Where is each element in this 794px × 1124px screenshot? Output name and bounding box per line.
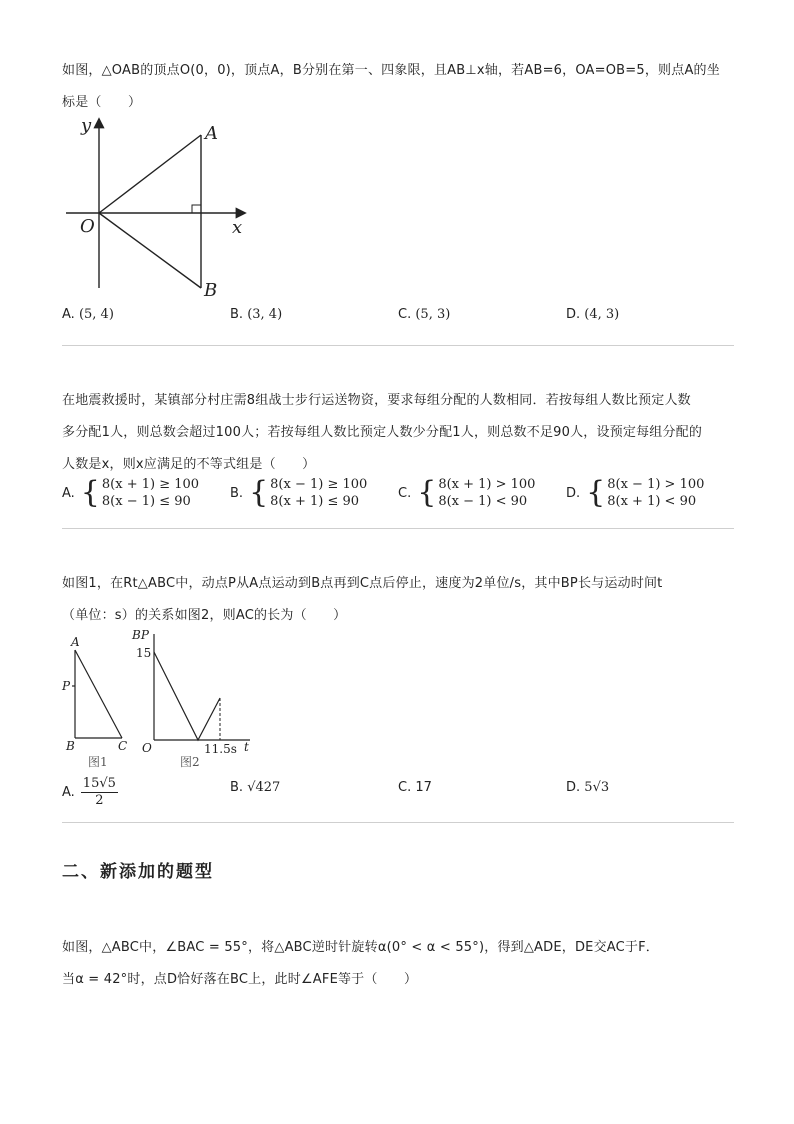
- option-label: D.: [566, 485, 581, 501]
- inequality-top: 8(x − 1) > 100: [607, 477, 705, 492]
- option-label: D.: [566, 307, 581, 322]
- brace-icon: {: [249, 475, 269, 510]
- q2-option-b[interactable]: [230, 476, 367, 510]
- fig1-label-b: B: [66, 739, 75, 753]
- q3-stem-line2: （单位：s）的关系如图2，则AC的长为（ ）: [62, 608, 347, 623]
- q3-option-d[interactable]: [566, 780, 609, 795]
- option-value: √427: [247, 780, 281, 795]
- option-label: C.: [398, 307, 412, 322]
- inequality-system: [607, 476, 704, 510]
- fig2-caption: 图2: [180, 755, 200, 769]
- fraction-numerator: 15√5: [82, 776, 116, 791]
- q3-figure1: [60, 630, 136, 770]
- inequality-bottom: 8(x − 1) < 90: [438, 494, 528, 509]
- fraction: [81, 776, 118, 809]
- fig1-side-ac: [75, 650, 122, 738]
- option-value: (5, 3): [415, 307, 451, 322]
- q2-stem-line2: 多分配1人，则总数会超过100人；若按每组人数比预定人数少分配1人，则总数不足90人，设预定每组分配的: [62, 425, 703, 440]
- option-label: B.: [230, 307, 244, 322]
- inequality-top: 8(x − 1) ≥ 100: [270, 477, 368, 492]
- fig1-caption: 图1: [88, 755, 108, 769]
- q1-label-o: O: [80, 216, 95, 237]
- q1-segment-oa: [99, 135, 201, 213]
- q3-figure2: [130, 628, 260, 770]
- q3-stem-line1: 如图1，在Rt△ABC中，动点P从A点运动到B点再到C点后停止，速度为2单位/s，其中BP长与运动时间t: [62, 576, 663, 591]
- option-value: (5, 4): [78, 307, 114, 322]
- q2-option-c[interactable]: [398, 476, 535, 510]
- q1-stem-line1: 如图，△OAB的顶点O(0，0)，顶点A，B分别在第一、四象限，且AB⊥x轴，若AB=6，OA=OB=5，则点A的坐: [62, 63, 720, 78]
- q1-option-d[interactable]: [566, 307, 619, 322]
- option-label: A.: [62, 307, 75, 322]
- option-label: C.: [398, 485, 412, 501]
- option-value: 5√3: [584, 780, 610, 795]
- q1-label-y: y: [81, 115, 92, 136]
- q4-stem-line1: 如图，△ABC中，∠BAC = 55°，将△ABC逆时针旋转α(0° < α < 55°)，得到△ADE，DE交AC于F．: [62, 940, 659, 955]
- section-title: 二、新添加的题型: [62, 862, 214, 882]
- option-label: A.: [62, 785, 75, 800]
- fig1-label-c: C: [118, 739, 128, 753]
- q1-option-a[interactable]: [62, 307, 114, 322]
- brace-icon: {: [80, 475, 100, 510]
- fraction-denominator: 2: [95, 793, 104, 808]
- inequality-bottom: 8(x + 1) < 90: [607, 494, 697, 509]
- q1-figure: [62, 112, 262, 302]
- option-value: (3, 4): [247, 307, 283, 322]
- fig2-bp-curve: [154, 652, 220, 740]
- option-label: A.: [62, 485, 75, 501]
- q2-stem-line1: 在地震救援时，某镇部分村庄需8组战士步行运送物资，要求每组分配的人数相同．若按每组人数比预定人数: [62, 393, 691, 408]
- inequality-system: [438, 476, 535, 510]
- divider: [62, 822, 734, 823]
- inequality-system: [270, 476, 367, 510]
- q3-option-b[interactable]: [230, 780, 280, 795]
- q1-option-b[interactable]: [230, 307, 282, 322]
- q2-option-d[interactable]: [566, 476, 704, 510]
- option-label: D.: [566, 780, 581, 795]
- fig1-label-a: A: [71, 635, 80, 649]
- q1-option-c[interactable]: [398, 307, 450, 322]
- inequality-top: 8(x + 1) > 100: [438, 477, 536, 492]
- divider: [62, 528, 734, 529]
- option-label: C.: [398, 780, 412, 795]
- inequality-bottom: 8(x + 1) ≤ 90: [270, 494, 360, 509]
- inequality-bottom: 8(x − 1) ≤ 90: [101, 494, 191, 509]
- q3-option-c[interactable]: [398, 780, 432, 795]
- q2-stem-line3: 人数是x，则x应满足的不等式组是（ ）: [62, 457, 316, 472]
- brace-icon: {: [417, 475, 437, 510]
- option-label: B.: [230, 780, 244, 795]
- fig2-y-tick: 15: [136, 646, 152, 660]
- q1-label-b: B: [204, 280, 218, 301]
- option-value: (4, 3): [584, 307, 620, 322]
- brace-icon: {: [586, 475, 606, 510]
- fig2-ylabel: BP: [132, 628, 149, 642]
- option-label: B.: [230, 485, 244, 501]
- q1-label-a: A: [205, 123, 218, 144]
- inequality-system: [102, 476, 199, 510]
- inequality-top: 8(x + 1) ≥ 100: [101, 477, 200, 492]
- q1-label-x: x: [232, 217, 243, 238]
- fig2-origin: O: [142, 741, 152, 755]
- divider: [62, 345, 734, 346]
- q3-option-a[interactable]: [62, 776, 118, 809]
- option-value: 17: [415, 780, 432, 795]
- q1-right-angle-mark: [192, 205, 201, 213]
- fig2-xlabel: t: [244, 740, 249, 754]
- q2-option-a[interactable]: [62, 476, 199, 510]
- fig1-label-p: P: [62, 679, 71, 693]
- q1-segment-ob: [99, 213, 201, 288]
- fig2-x-tick: 11.5s: [204, 742, 237, 756]
- q1-stem-line2: 标是（ ）: [62, 95, 142, 110]
- q4-stem-line2: 当α = 42°时，点D恰好落在BC上，此时∠AFE等于（ ）: [62, 972, 418, 987]
